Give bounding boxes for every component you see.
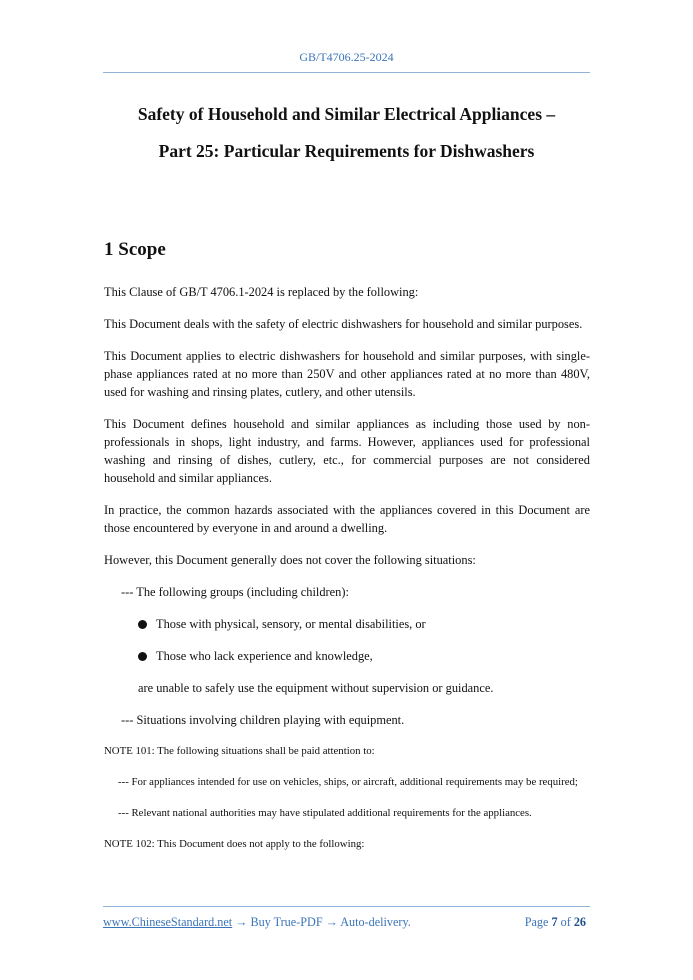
paragraph: This Document applies to electric dishwashers for household and similar purposes, with single-phase appliances rated at no more than 250V and other appliances rated at no more than 480V, used for washing and rinsing plates, cutlery, and other utensils.: [104, 349, 590, 399]
document-title-line-2: Part 25: Particular Requirements for Dishwashers: [158, 141, 535, 161]
note-102-label: NOTE 102: This Document does not apply to the following:: [104, 838, 365, 850]
site-link[interactable]: www.ChineseStandard.net: [103, 915, 233, 929]
header-divider: [103, 72, 590, 73]
bullet-icon: [138, 652, 147, 661]
note-101-label: NOTE 101: The following situations shall be paid attention to:: [104, 745, 375, 757]
footer-divider: [103, 906, 590, 907]
dash-list-item: --- The following groups (including children):: [121, 585, 349, 599]
footer-promo: [103, 915, 411, 930]
paragraph: This Document deals with the safety of electric dishwashers for household and similar purposes.: [104, 317, 583, 331]
section-heading-scope: 1 Scope: [104, 239, 166, 260]
bullet-text: Those who lack experience and knowledge,: [156, 649, 373, 663]
bullet-followup-text: are unable to safely use the equipment without supervision or guidance.: [138, 681, 494, 695]
bullet-text: Those with physical, sensory, or mental disabilities, or: [156, 617, 426, 631]
scope-body: [104, 283, 590, 867]
dash-list-item: --- Situations involving children playing with equipment.: [121, 713, 405, 727]
page-prefix: Page: [524, 915, 552, 929]
page-current: 7: [551, 915, 558, 929]
bullet-list-item: [138, 647, 590, 665]
page-number: [525, 915, 586, 930]
page-of: of: [557, 915, 574, 929]
footer-promo-text: → Buy True-PDF → Auto-delivery.: [232, 915, 411, 929]
paragraph: However, this Document generally does not cover the following situations:: [104, 553, 476, 567]
paragraph: This Clause of GB/T 4706.1-2024 is replaced by the following:: [104, 285, 419, 299]
page-total: 26: [573, 915, 586, 929]
bullet-icon: [138, 620, 147, 629]
bullet-list-item: [138, 615, 590, 633]
paragraph: In practice, the common hazards associated with the appliances covered in this Document are those encountered by everyone in and around a dwelling.: [104, 503, 590, 535]
note-list-item: --- For appliances intended for use on vehicles, ships, or aircraft, additional requirements may be required;: [118, 776, 578, 788]
paragraph: This Document defines household and similar appliances as including those used by non-professionals in shops, light industry, and farms. However, appliances used for professional washing and rinsing of dishes, cutlery, etc., for commercial purposes are not considered household and similar appliances.: [104, 417, 590, 485]
document-title-line-1: Safety of Household and Similar Electrical Appliances –: [137, 104, 556, 124]
note-list-item: --- Relevant national authorities may have stipulated additional requirements for the appliances.: [118, 807, 532, 819]
page-header-standard-code: GB/T4706.25-2024: [299, 50, 394, 64]
